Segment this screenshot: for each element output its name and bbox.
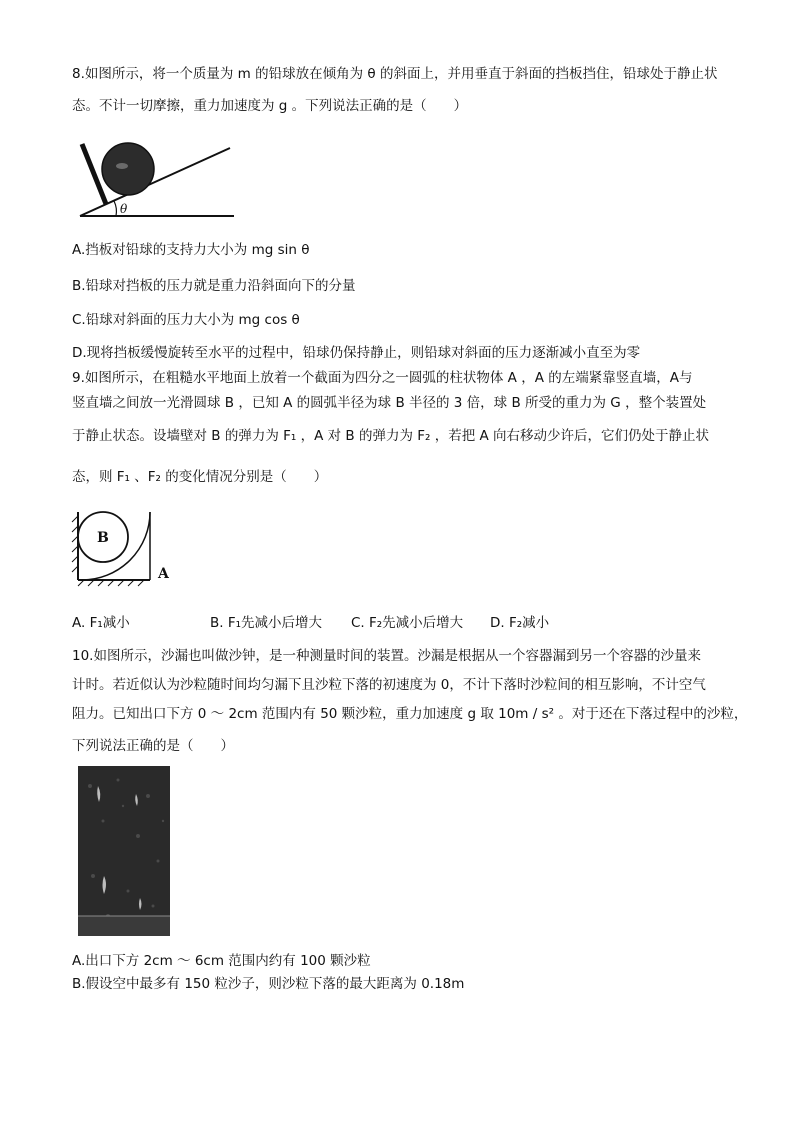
q10-option-b: B.假设空中最多有 150 粒沙子，则沙粒下落的最大距离为 0.18m [72,976,465,992]
q9-options-row [72,611,732,631]
q10-stem-line-2: 计时。若近似认为沙粒随时间均匀漏下且沙粒下落的初速度为 0，不计下落时沙粒间的相互影响，不计空气 [72,677,706,693]
q8-option-b: B.铅球对挡板的压力就是重力沿斜面向下的分量 [72,278,356,294]
q8-incline-figure [72,136,242,226]
q10-stem-line-3: 阻力。已知出口下方 0 ～ 2cm 范围内有 50 颗沙粒，重力加速度 g 取 10m / s² 。对于还在下落过程中的沙粒， [72,706,748,722]
q8-option-c: C.铅球对斜面的压力大小为 mg cos θ [72,312,300,328]
q9-block-label: A [158,566,169,582]
q9-option-c: C. F₂先减小后增大 [351,615,464,631]
q9-option-d: D. F₂减小 [490,615,550,631]
q10-stem-line-4: 下列说法正确的是（ ） [72,738,234,754]
q10-stem-line-1: 10.如图所示，沙漏也叫做沙钟，是一种测量时间的装置。沙漏是根据从一个容器漏到另一个容器的沙量来 [72,648,701,664]
q9-wall-ball-figure [70,508,180,588]
q9-ball-label: B [97,530,109,546]
q9-stem-line-4: 态，则 F₁ 、F₂ 的变化情况分别是（ ） [72,469,328,485]
q8-stem-line-1: 8.如图所示，将一个质量为 m 的铅球放在倾角为 θ 的斜面上，并用垂直于斜面的挡板挡住，铅球处于静止状 [72,66,718,82]
q8-option-a: A.挡板对铅球的支持力大小为 mg sin θ [72,242,310,258]
q9-stem-line-2: 竖直墙之间放一光滑圆球 B ，已知 A 的圆弧半径为球 B 半径的 3 倍，球 B 所受的重力为 G ，整个装置处 [72,395,707,411]
q10-hourglass-photo [78,766,170,936]
q8-stem-line-2: 态。不计一切摩擦，重力加速度为 g 。下列说法正确的是（ ） [72,98,468,114]
q9-option-a: A. F₁减小 [72,615,130,631]
q10-option-a: A.出口下方 2cm ～ 6cm 范围内约有 100 颗沙粒 [72,953,371,969]
q9-stem-line-3: 于静止状态。设墙壁对 B 的弹力为 F₁ ，A 对 B 的弹力为 F₂ ，若把 A 向右移动少许后，它们仍处于静止状 [72,428,710,444]
q8-theta-label: θ [120,202,128,216]
sand-photo-texture [78,766,170,936]
q9-option-b: B. F₁先减小后增大 [210,615,323,631]
q9-stem-line-1: 9.如图所示，在粗糙水平地面上放着一个截面为四分之一圆弧的柱状物体 A ，A 的左端紧靠竖直墙，A与 [72,370,693,386]
q8-option-d: D.现将挡板缓慢旋转至水平的过程中，铅球仍保持静止，则铅球对斜面的压力逐渐减小直至为零 [72,345,641,361]
